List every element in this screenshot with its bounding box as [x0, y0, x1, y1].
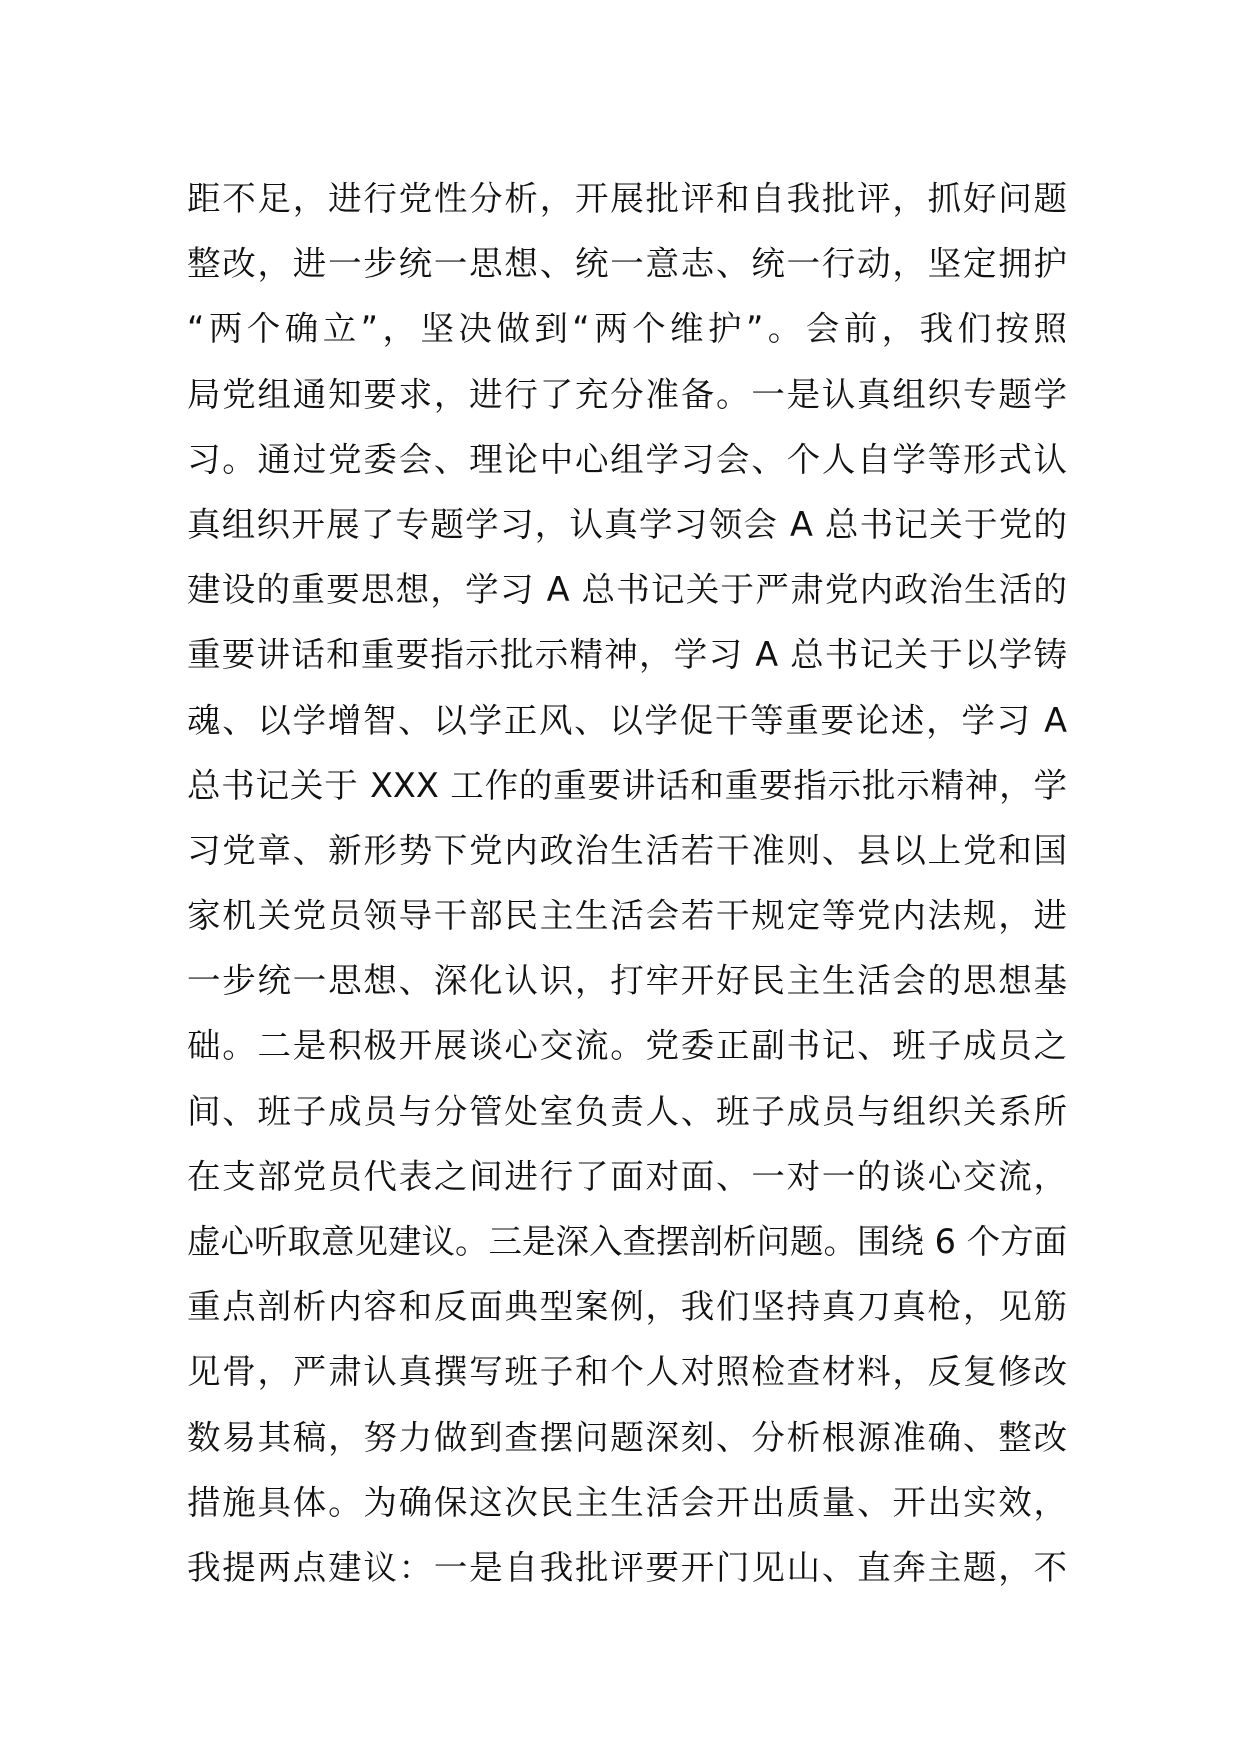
text-line: 整改，进一步统一思想、统一意志、统一行动，坚定拥护: [187, 244, 1067, 284]
text-line: 重点剖析内容和反面典型案例，我们坚持真刀真枪，见筋: [187, 1287, 1067, 1327]
text-line: 虚心听取意见建议。三是深入查摆剖析问题。围绕 6 个方面: [187, 1222, 1067, 1261]
text-line: 习党章、新形势下党内政治生活若干准则、县以上党和国: [187, 830, 1067, 870]
text-line: 在支部党员代表之间进行了面对面、一对一的谈心交流，: [187, 1156, 1067, 1196]
text-line: 础。二是积极开展谈心交流。党委正副书记、班子成员之: [187, 1026, 1067, 1066]
text-line: 措施具体。为确保这次民主生活会开出质量、开出实效，: [187, 1482, 1067, 1522]
text-line: 数易其稿，努力做到查摆问题深刻、分析根源准确、整改: [187, 1417, 1067, 1457]
text-line: 真组织开展了专题学习，认真学习领会 A 总书记关于党的: [187, 504, 1067, 544]
text-line: 重要讲话和重要指示批示精神，学习 A 总书记关于以学铸: [187, 635, 1067, 675]
text-line: 建设的重要思想，学习 A 总书记关于严肃党内政治生活的: [187, 570, 1067, 610]
text-line: 总书记关于 XXX 工作的重要讲话和重要指示批示精神，学: [187, 765, 1067, 805]
text-line: 间、班子成员与分管处室负责人、班子成员与组织关系所: [187, 1091, 1067, 1131]
text-line: 魂、以学增智、以学正风、以学促干等重要论述，学习 A: [187, 700, 1067, 740]
text-line: 见骨，严肃认真撰写班子和个人对照检查材料，反复修改: [187, 1352, 1067, 1392]
text-line: 距不足，进行党性分析，开展批评和自我批评，抓好问题: [187, 179, 1067, 218]
text-line: 习。通过党委会、理论中心组学习会、个人自学等形式认: [187, 439, 1067, 479]
text-line: 家机关党员领导干部民主生活会若干规定等党内法规，进: [187, 896, 1067, 936]
text-line: “两个确立”，坚决做到“两个维护”。会前，我们按照: [187, 309, 1067, 349]
body-text: [187, 166, 1067, 1600]
text-line: 一步统一思想、深化认识，打牢开好民主生活会的思想基: [187, 961, 1067, 1001]
text-line: 局党组通知要求，进行了充分准备。一是认真组织专题学: [187, 374, 1067, 414]
text-line: 我提两点建议：一是自我批评要开门见山、直奔主题，不: [187, 1547, 1067, 1587]
